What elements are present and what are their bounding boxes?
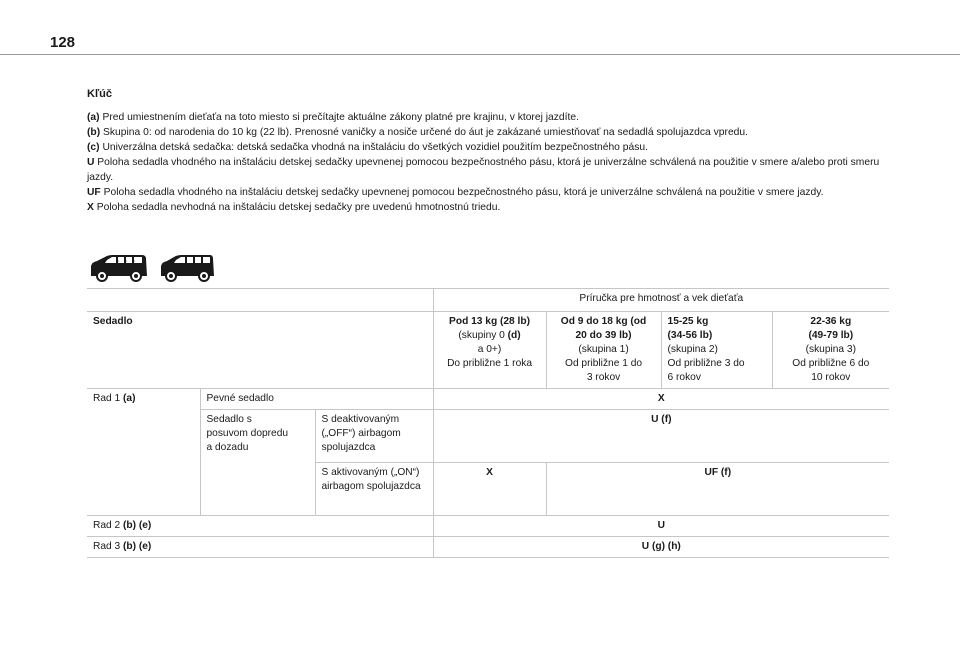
seat-header: Sedadlo	[87, 312, 433, 389]
legend-item-c: (c) Univerzálna detská sedačka: detská sedačka vhodná na inštaláciu do všetkých vozidiel použitím bezpečnostného pásu.	[87, 142, 648, 153]
airbag-on-label: S aktivovaným („ON“) airbagom spolujazdca	[315, 463, 433, 516]
table-row	[87, 410, 889, 463]
row3-label: Rad 3 (b) (e)	[87, 537, 433, 558]
row3-value: U (g) (h)	[433, 537, 889, 558]
legend-item-a: (a) Pred umiestnením dieťaťa na toto miesto si prečítajte aktuálne zákony platné pre krajinu, v ktorej jazdíte.	[87, 112, 579, 123]
key-title: Kľúč	[87, 88, 113, 100]
guide-header: Príručka pre hmotnosť a vek dieťaťa	[433, 289, 889, 312]
page-number: 128	[50, 34, 76, 51]
row2-value: U	[433, 516, 889, 537]
row1-label: Rad 1 (a)	[87, 389, 200, 516]
top-divider	[0, 54, 960, 55]
weight-group-1: Od 9 do 18 kg (od 20 do 39 lb) (skupina 1) Od približne 1 do 3 rokov	[546, 312, 661, 389]
fixed-seat-label: Pevné sedadlo	[200, 389, 433, 410]
fixed-seat-value: X	[433, 389, 889, 410]
weight-group-2: 15-25 kg (34-56 lb) (skupina 2) Od približne 3 do 6 rokov	[661, 312, 772, 389]
weight-group-3: 22-36 kg (49-79 lb) (skupina 3) Od približne 6 do 10 rokov	[772, 312, 889, 389]
table-row	[87, 537, 889, 558]
airbag-on-value-group0: X	[433, 463, 546, 516]
row2-label: Rad 2 (b) (e)	[87, 516, 433, 537]
table-row	[87, 289, 889, 312]
van-long-icon	[158, 252, 216, 282]
table-row	[87, 312, 889, 389]
table-row	[87, 389, 889, 410]
legend-item-x: X Poloha sedadla nevhodná na inštaláciu detskej sedačky pre uvedenú hmotnostnú triedu.	[87, 202, 501, 213]
legend-item-u: U Poloha sedadla vhodného na inštaláciu detskej sedačky upevnenej pomocou bezpečnostného pásu, ktorá je univerzálne schválená na použitie v smere a/alebo proti smeru jazdy.	[87, 157, 880, 183]
key-legend	[87, 110, 887, 215]
airbag-off-value: U (f)	[433, 410, 889, 463]
airbag-off-label: S deaktivovaným („OFF“) airbagom spolujazdca	[315, 410, 433, 463]
child-seat-table	[87, 288, 889, 558]
slide-seat-label: Sedadlo s posuvom dopredu a dozadu	[200, 410, 315, 516]
table-row	[87, 516, 889, 537]
vehicle-icons	[88, 252, 216, 282]
legend-item-b: (b) Skupina 0: od narodenia do 10 kg (22 lb). Prenosné vaničky a nosiče určené do áut je zakázané umiestňovať na sedadlá spolujazdca vpredu.	[87, 127, 748, 138]
legend-item-uf: UF Poloha sedadla vhodného na inštaláciu detskej sedačky upevnenej pomocou bezpečnostného pásu, ktorá je univerzálne schválená na použitie v smere jazdy.	[87, 187, 824, 198]
airbag-on-value-others: UF (f)	[546, 463, 889, 516]
weight-group-0: Pod 13 kg (28 lb) (skupiny 0 (d) a 0+) Do približne 1 roka	[433, 312, 546, 389]
van-short-icon	[88, 252, 150, 282]
header-spacer	[87, 289, 433, 312]
